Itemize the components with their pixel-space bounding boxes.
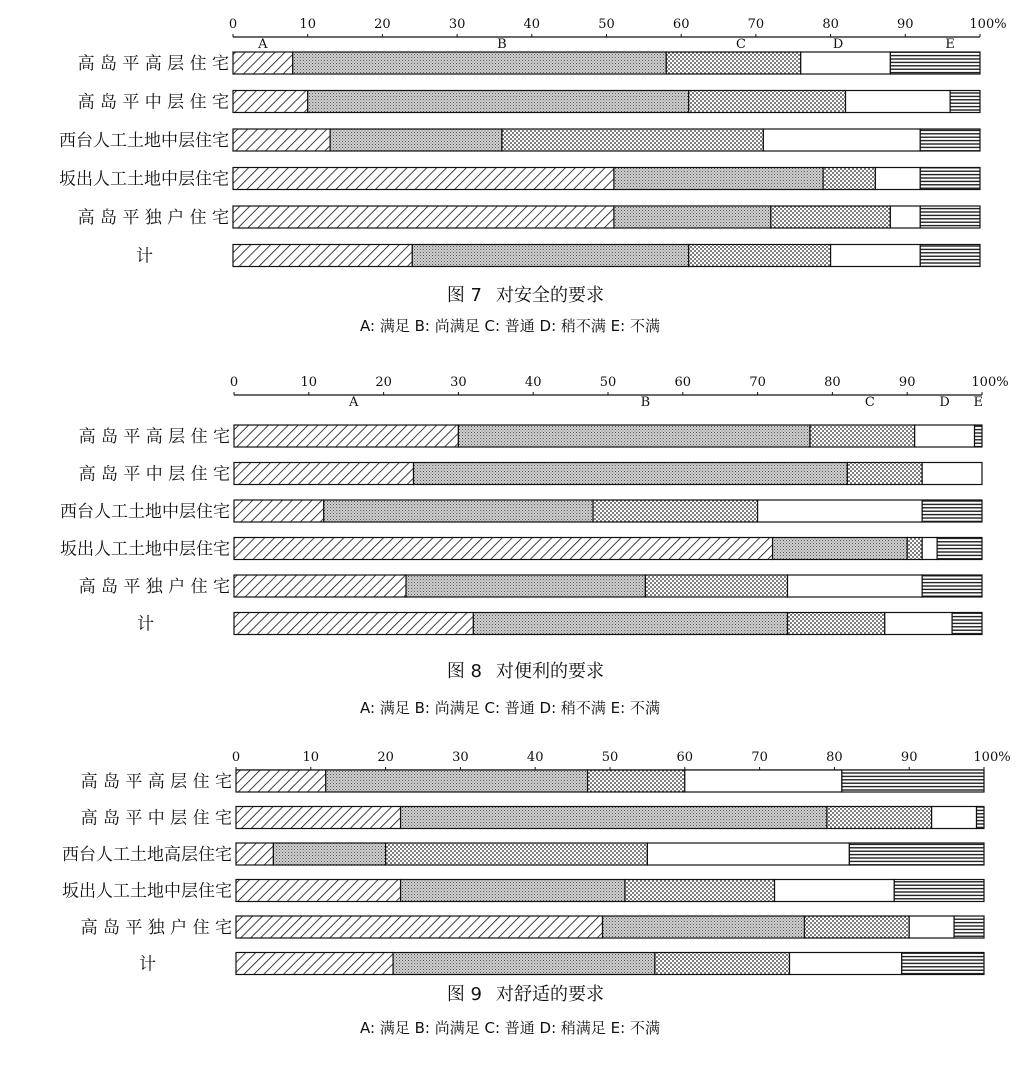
bar-segment-d	[909, 916, 954, 938]
x-tick-label: 10	[299, 17, 316, 32]
bar-segment-e	[950, 91, 980, 113]
figure-caption: 对便利的要求	[496, 661, 604, 682]
bar-segment-d	[885, 613, 952, 635]
bar-segment-d	[763, 129, 920, 151]
bar-segment-a	[234, 538, 773, 560]
bar-segment-b	[324, 500, 593, 522]
bar-segment-b	[473, 613, 787, 635]
x-tick-label: 50	[599, 375, 617, 390]
bar-segment-a	[234, 575, 406, 597]
bar-segment-a	[236, 770, 326, 792]
bar-segment-c	[788, 613, 885, 635]
bar-segment-c	[907, 538, 922, 560]
row-label: 高 岛 平 高 层 住 宅	[80, 772, 232, 792]
segment-label-a: A	[348, 395, 359, 410]
bar-segment-b	[614, 206, 771, 228]
bar-segment-a	[236, 953, 393, 975]
row-label: 坂出人工土地中层住宅	[59, 169, 229, 190]
x-tick-label: 20	[377, 750, 394, 765]
row-label: 高 岛 平 高 层 住 宅	[78, 427, 230, 447]
x-tick-label: 0	[231, 750, 241, 765]
row-label: 高 岛 平 独 户 住 宅	[78, 577, 230, 597]
bar-segment-d	[801, 52, 891, 74]
bar-segment-a	[233, 91, 308, 113]
x-tick-label: 0	[228, 17, 238, 32]
row-label: 高 岛 平 独 户 住 宅	[80, 918, 232, 938]
bar-segment-b	[406, 575, 645, 597]
row-label: 西台人工土地高层住宅	[62, 845, 232, 865]
bar-segment-e	[922, 500, 982, 522]
segment-label-e: E	[945, 37, 955, 52]
x-tick-label: 20	[375, 375, 392, 390]
bar-segment-e	[894, 880, 984, 902]
bar-segment-c	[689, 245, 831, 267]
segment-label-c: C	[735, 37, 746, 52]
bar-segment-a	[233, 245, 412, 267]
bar-segment-d	[790, 953, 902, 975]
bar-segment-b	[330, 129, 502, 151]
legend-text: A: 满足 B: 尚满足 C: 普通 D: 稍不满 E: 不满	[360, 699, 660, 717]
bar-segment-d	[890, 206, 920, 228]
bar-segment-b	[614, 168, 823, 190]
bar-segment-d	[831, 245, 921, 267]
x-tick-label: 90	[897, 17, 914, 32]
x-tick-label: 90	[900, 750, 918, 765]
bar-segment-e	[920, 168, 980, 190]
bar-segment-d	[788, 575, 923, 597]
x-tick-label: 10	[300, 375, 318, 390]
x-tick-label: 30	[452, 750, 469, 765]
bar-segment-e	[842, 770, 984, 792]
bar-segment-b	[773, 538, 908, 560]
bar-segment-d	[922, 463, 982, 485]
x-tick-label: 100%	[971, 375, 1009, 390]
figure-number: 图 9	[446, 984, 482, 1005]
bar-segment-d	[922, 538, 937, 560]
x-tick-label: 60	[676, 750, 694, 765]
bar-segment-c	[810, 425, 915, 447]
row-label: 坂出人工土地中层住宅	[60, 539, 230, 560]
bar-segment-b	[603, 916, 805, 938]
bar-segment-a	[236, 807, 401, 829]
figure-caption: 对舒适的要求	[496, 984, 604, 1005]
bar-segment-b	[414, 463, 848, 485]
segment-label-d: D	[832, 37, 844, 52]
bar-segment-d	[647, 843, 849, 865]
bar-segment-e	[902, 953, 984, 975]
row-label: 计	[136, 246, 153, 267]
bar-segment-e	[920, 129, 980, 151]
row-label: 高 岛 平 中 层 住 宅	[78, 464, 230, 485]
row-label: 高 岛 平 高 层 住 宅	[77, 54, 229, 74]
bar-segment-a	[234, 425, 458, 447]
row-label: 计	[139, 954, 156, 975]
bar-segment-c	[771, 206, 891, 228]
segment-label-a: A	[258, 37, 268, 52]
figure-number: 图 7	[446, 285, 482, 306]
bar-segment-c	[804, 916, 909, 938]
x-tick-label: 0	[229, 375, 239, 390]
bar-segment-e	[977, 807, 984, 829]
bar-segment-d	[932, 807, 977, 829]
bar-segment-c	[625, 880, 775, 902]
bar-segment-b	[401, 807, 827, 829]
legend-text: A: 满足 B: 尚满足 C: 普通 D: 稍不满 E: 不满	[360, 317, 660, 335]
bar-segment-a	[236, 843, 273, 865]
bar-segment-c	[588, 770, 685, 792]
bar-segment-d	[775, 880, 895, 902]
segment-label-e: E	[973, 395, 984, 410]
bar-segment-b	[273, 843, 385, 865]
bar-segment-e	[937, 538, 982, 560]
bar-segment-a	[233, 206, 614, 228]
x-tick-label: 80	[824, 375, 841, 390]
bar-segment-c	[386, 843, 648, 865]
bar-segment-c	[502, 129, 763, 151]
bar-segment-e	[975, 425, 982, 447]
bar-segment-d	[915, 425, 975, 447]
x-tick-label: 80	[826, 750, 843, 765]
bar-segment-e	[849, 843, 984, 865]
bar-segment-b	[458, 425, 810, 447]
x-tick-label: 70	[751, 750, 768, 765]
x-tick-label: 60	[672, 17, 690, 32]
row-label: 高 岛 平 中 层 住 宅	[77, 92, 229, 113]
row-label: 高 岛 平 中 层 住 宅	[80, 808, 232, 829]
bar-segment-e	[920, 245, 980, 267]
segment-label-b: B	[640, 395, 651, 410]
bar-segment-a	[233, 52, 293, 74]
legend-text: A: 满足 B: 尚满足 C: 普通 D: 稍满足 E: 不满	[360, 1019, 660, 1037]
figure-caption: 对安全的要求	[496, 285, 604, 306]
row-label: 高 岛 平 独 户 住 宅	[77, 208, 229, 228]
bar-segment-c	[655, 953, 790, 975]
x-tick-label: 10	[302, 750, 320, 765]
x-tick-label: 90	[898, 375, 916, 390]
row-label: 西台人工土地中层住宅	[59, 131, 229, 151]
row-label: 计	[137, 614, 154, 635]
bar-segment-a	[234, 500, 324, 522]
bar-segment-c	[593, 500, 758, 522]
x-tick-label: 30	[450, 375, 467, 390]
x-tick-label: 40	[523, 17, 541, 32]
bar-segment-a	[236, 880, 401, 902]
row-label: 坂出人工土地中层住宅	[62, 881, 232, 902]
x-tick-label: 40	[526, 750, 544, 765]
x-tick-label: 50	[601, 750, 619, 765]
x-tick-label: 80	[822, 17, 839, 32]
bar-segment-e	[922, 575, 982, 597]
bar-segment-c	[689, 91, 846, 113]
x-tick-label: 70	[749, 375, 766, 390]
bar-segment-c	[847, 463, 922, 485]
figure-number: 图 8	[446, 661, 482, 682]
bar-segment-e	[952, 613, 982, 635]
bar-segment-d	[846, 91, 951, 113]
x-tick-label: 70	[747, 17, 765, 32]
bar-segment-a	[234, 613, 473, 635]
bar-segment-a	[236, 916, 603, 938]
bar-segment-b	[401, 880, 625, 902]
x-tick-label: 60	[674, 375, 692, 390]
x-tick-label: 100%	[973, 750, 1011, 765]
bar-segment-e	[954, 916, 984, 938]
x-tick-label: 40	[524, 375, 542, 390]
x-tick-label: 20	[374, 17, 391, 32]
bar-segment-d	[758, 500, 923, 522]
bar-segment-e	[920, 206, 980, 228]
segment-label-b: B	[497, 37, 507, 52]
bar-segment-c	[645, 575, 787, 597]
bar-segment-d	[875, 168, 920, 190]
bar-segment-c	[666, 52, 800, 74]
bar-segment-a	[234, 463, 414, 485]
bar-segment-a	[233, 129, 330, 151]
x-tick-label: 100%	[969, 17, 1007, 32]
bar-segment-e	[890, 52, 980, 74]
x-tick-label: 50	[598, 17, 615, 32]
bar-segment-b	[308, 91, 689, 113]
bar-segment-d	[685, 770, 842, 792]
bar-segment-c	[823, 168, 875, 190]
bar-segment-b	[293, 52, 667, 74]
x-tick-label: 30	[448, 17, 466, 32]
bar-segment-c	[827, 807, 932, 829]
row-label: 西台人工土地中层住宅	[60, 502, 230, 522]
segment-label-d: D	[939, 395, 950, 410]
bar-segment-a	[233, 168, 614, 190]
bar-segment-b	[326, 770, 588, 792]
segment-label-c: C	[864, 395, 875, 410]
bar-segment-b	[412, 245, 688, 267]
bar-segment-b	[393, 953, 655, 975]
